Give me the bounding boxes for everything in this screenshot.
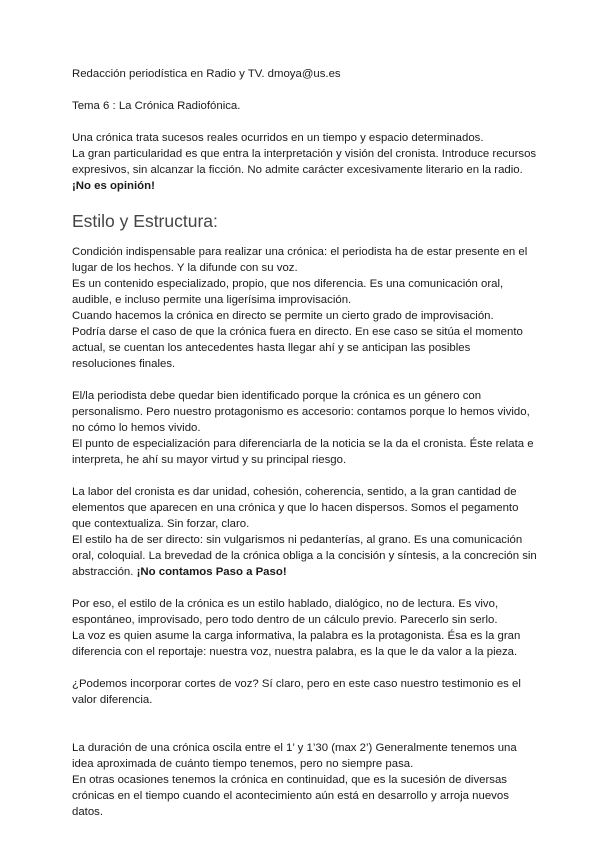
block2-paragraph-2: El punto de especialización para diferenciarla de la noticia se la da el cronista. Éste relata e interpreta, he ahí su mayor virtud y su principal riesgo.: [72, 438, 534, 466]
block6-paragraph-1: La duración de una crónica oscila entre el 1’ y 1’30 (max 2’) Generalmente tenemos una idea aproximada de cuánto tiempo tenemos, pero no siempre pasa.: [72, 742, 517, 770]
block1-paragraph-1: Condición indispensable para realizar una crónica: el periodista ha de estar presente en el lugar de los hechos. Y la difunde con su voz.: [72, 246, 528, 274]
block1-paragraph-3: Cuando hacemos la crónica en directo se permite un cierto grado de improvisación.: [72, 310, 494, 322]
intro-emphasis-text: ¡No es opinión!: [72, 180, 155, 192]
block5-paragraph-1: ¿Podemos incorporar cortes de voz? Sí claro, pero en este caso nuestro testimonio es el valor diferencia.: [72, 678, 521, 706]
intro-line-2: La gran particularidad es que entra la interpretación y visión del cronista. Introduce recursos expresivos, sin alcanzar la ficción. No admite carácter excesivamente literario en la radio.: [72, 148, 537, 176]
block4-paragraph-2: La voz es quien asume la carga informativa, la palabra es la protagonista. Ésa es la gran diferencia con el reportaje: nuestra voz, nuestra palabra, es la que le da valor a la pieza.: [72, 630, 521, 658]
block4-paragraph-1: Por eso, el estilo de la crónica es un estilo hablado, dialógico, no de lectura. Es vivo, espontáneo, improvisado, pero todo dentro de un cálculo previo. Parecerlo sin serlo.: [72, 598, 499, 626]
block3-emphasis: ¡No contamos Paso a Paso!: [136, 566, 287, 578]
topic-line: Tema 6 : La Crónica Radiofónica.: [72, 100, 241, 112]
intro-emphasis: [72, 178, 537, 194]
document-page: [72, 66, 537, 820]
block2-paragraph-1: El/la periodista debe quedar bien identificado porque la crónica es un género con personalismo. Pero nuestro protagonismo es accesorio: contamos porque lo hemos vivido, no cómo lo hemos vivido.: [72, 390, 530, 434]
block3-paragraph-2: [72, 532, 537, 580]
intro-line-1: Una crónica trata sucesos reales ocurridos en un tiempo y espacio determinados.: [72, 132, 484, 144]
section-heading: Estilo y Estructura:: [72, 211, 218, 231]
block1-paragraph-4: Podría darse el caso de que la crónica fuera en directo. En ese caso se sitúa el momento actual, se cuentan los antecedentes hasta llegar ahí y se anticipan las posibles resoluciones finales.: [72, 326, 523, 370]
course-line: Redacción periodística en Radio y TV. dmoya@us.es: [72, 68, 341, 80]
block3-paragraph-1: La labor del cronista es dar unidad, cohesión, coherencia, sentido, a la gran cantidad de elementos que aparecen en una crónica y que lo hacen dispersos. Somos el pegamento que contextualiza. Sin forzar, claro.: [72, 486, 519, 530]
block3-paragraph-2-text: El estilo ha de ser directo: sin vulgarismos ni pedanterías, al grano. Es una comunicación oral, coloquial. La brevedad de la crónica obliga a la concisión y síntesis, a la concreción sin abstracción.: [72, 534, 537, 578]
block6-paragraph-2: En otras ocasiones tenemos la crónica en continuidad, que es la sucesión de diversas crónicas en el tiempo cuando el acontecimiento aún está en desarrollo y arroja nuevos datos.: [72, 774, 509, 818]
block1-paragraph-2: Es un contenido especializado, propio, que nos diferencia. Es una comunicación oral, audible, e incluso permite una ligerísima improvisación.: [72, 278, 504, 306]
